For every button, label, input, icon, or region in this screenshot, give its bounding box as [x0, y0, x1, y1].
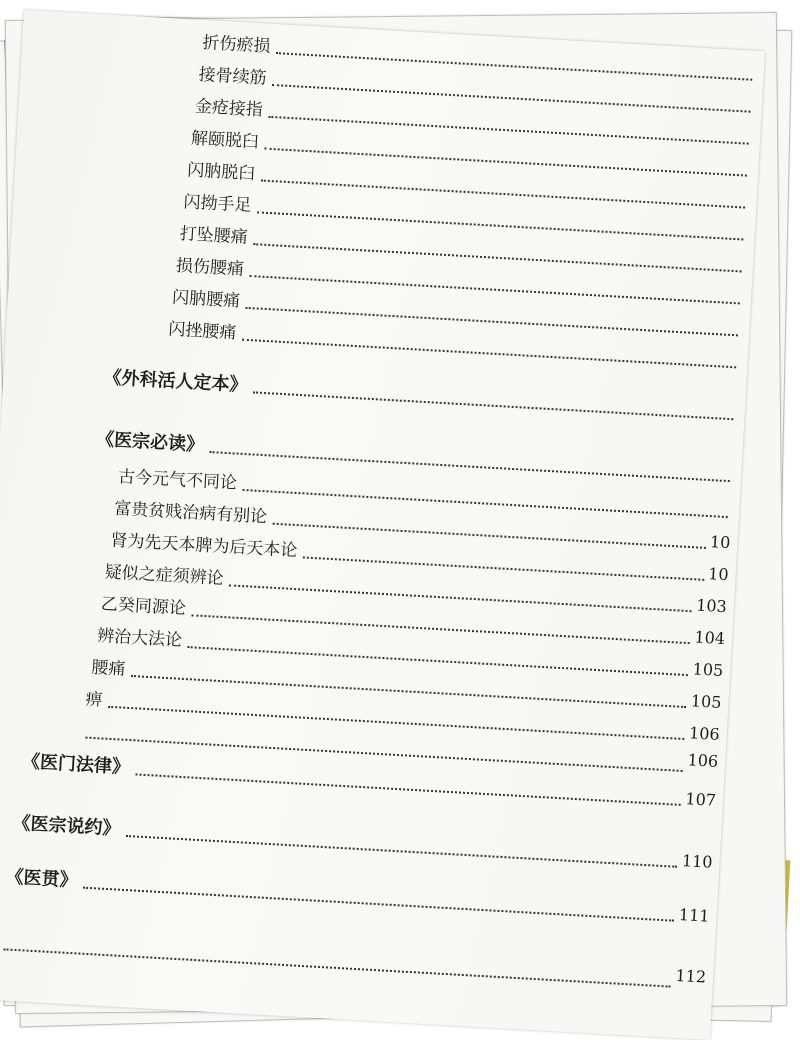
toc-entry-page: 105: [692, 659, 724, 681]
toc-entry-page: 10: [707, 564, 730, 585]
toc-entry: [0, 928, 707, 994]
toc-entry-title: 痹: [85, 689, 104, 711]
toc-entry-page: 103: [695, 595, 728, 617]
toc-entry-title: 解颐脱臼: [190, 128, 260, 153]
toc-entry-page: 106: [688, 723, 721, 744]
toc-entry-page: 111: [678, 904, 711, 926]
toc-section: [12, 809, 713, 874]
toc-entry-page: 112: [675, 965, 707, 987]
toc-section-title: 《医宗说约》: [12, 812, 122, 840]
leader-dots: [135, 772, 681, 805]
toc-entry-title: 闪挫腰痛: [167, 319, 237, 344]
toc-entry-title: 肾为先天本脾为后天本论: [109, 530, 298, 562]
leader-dots: [242, 338, 736, 369]
toc-entry-title: 古今元气不同论: [117, 466, 238, 494]
toc-entry-title: 折伤瘀损: [201, 33, 271, 57]
toc-entry-title: 损伤腰痛: [175, 255, 245, 280]
toc-page: [0, 10, 765, 1040]
toc-entry-title: 闪肭脱臼: [186, 160, 256, 185]
toc-entry-page: 110: [681, 851, 714, 872]
toc-entry-page: 107: [684, 789, 717, 810]
toc-entry-page: 106: [687, 750, 719, 771]
toc-entry-title: 辨治大法论: [96, 626, 183, 651]
toc-section: [103, 363, 738, 424]
leader-dots: [126, 834, 678, 868]
toc-entry-title: 接骨续筋: [198, 64, 268, 89]
toc-entry-page: 105: [690, 691, 722, 712]
toc-entry-title: 疑似之症须辨论: [104, 562, 225, 590]
toc-entry-title: 闪肭腰痛: [171, 287, 241, 312]
toc-section-title: 《医宗必读》: [95, 428, 205, 456]
toc-entry-title: 富贵贫贱治病有别论: [113, 498, 268, 528]
toc-entry-page: 104: [693, 627, 726, 649]
leader-dots: [253, 390, 733, 420]
toc-entry-page: 10: [709, 532, 731, 553]
toc-entry-title: 闪拗手足: [182, 192, 252, 216]
toc-section-title: 《医门法律》: [21, 751, 131, 779]
toc-entry-title: 腰痛: [90, 657, 126, 680]
toc-section: [5, 862, 710, 927]
leader-dots: [3, 947, 671, 987]
toc-entry-title: 打坠腰痛: [179, 224, 249, 248]
leader-dots: [83, 886, 675, 922]
toc-entry-title: 乙癸同源论: [100, 594, 187, 619]
toc-entry-title: 金疮接指: [194, 96, 264, 121]
toc-section-title: 《医贯》: [4, 866, 79, 892]
toc-section-title: 《外科活人定本》: [103, 367, 248, 397]
